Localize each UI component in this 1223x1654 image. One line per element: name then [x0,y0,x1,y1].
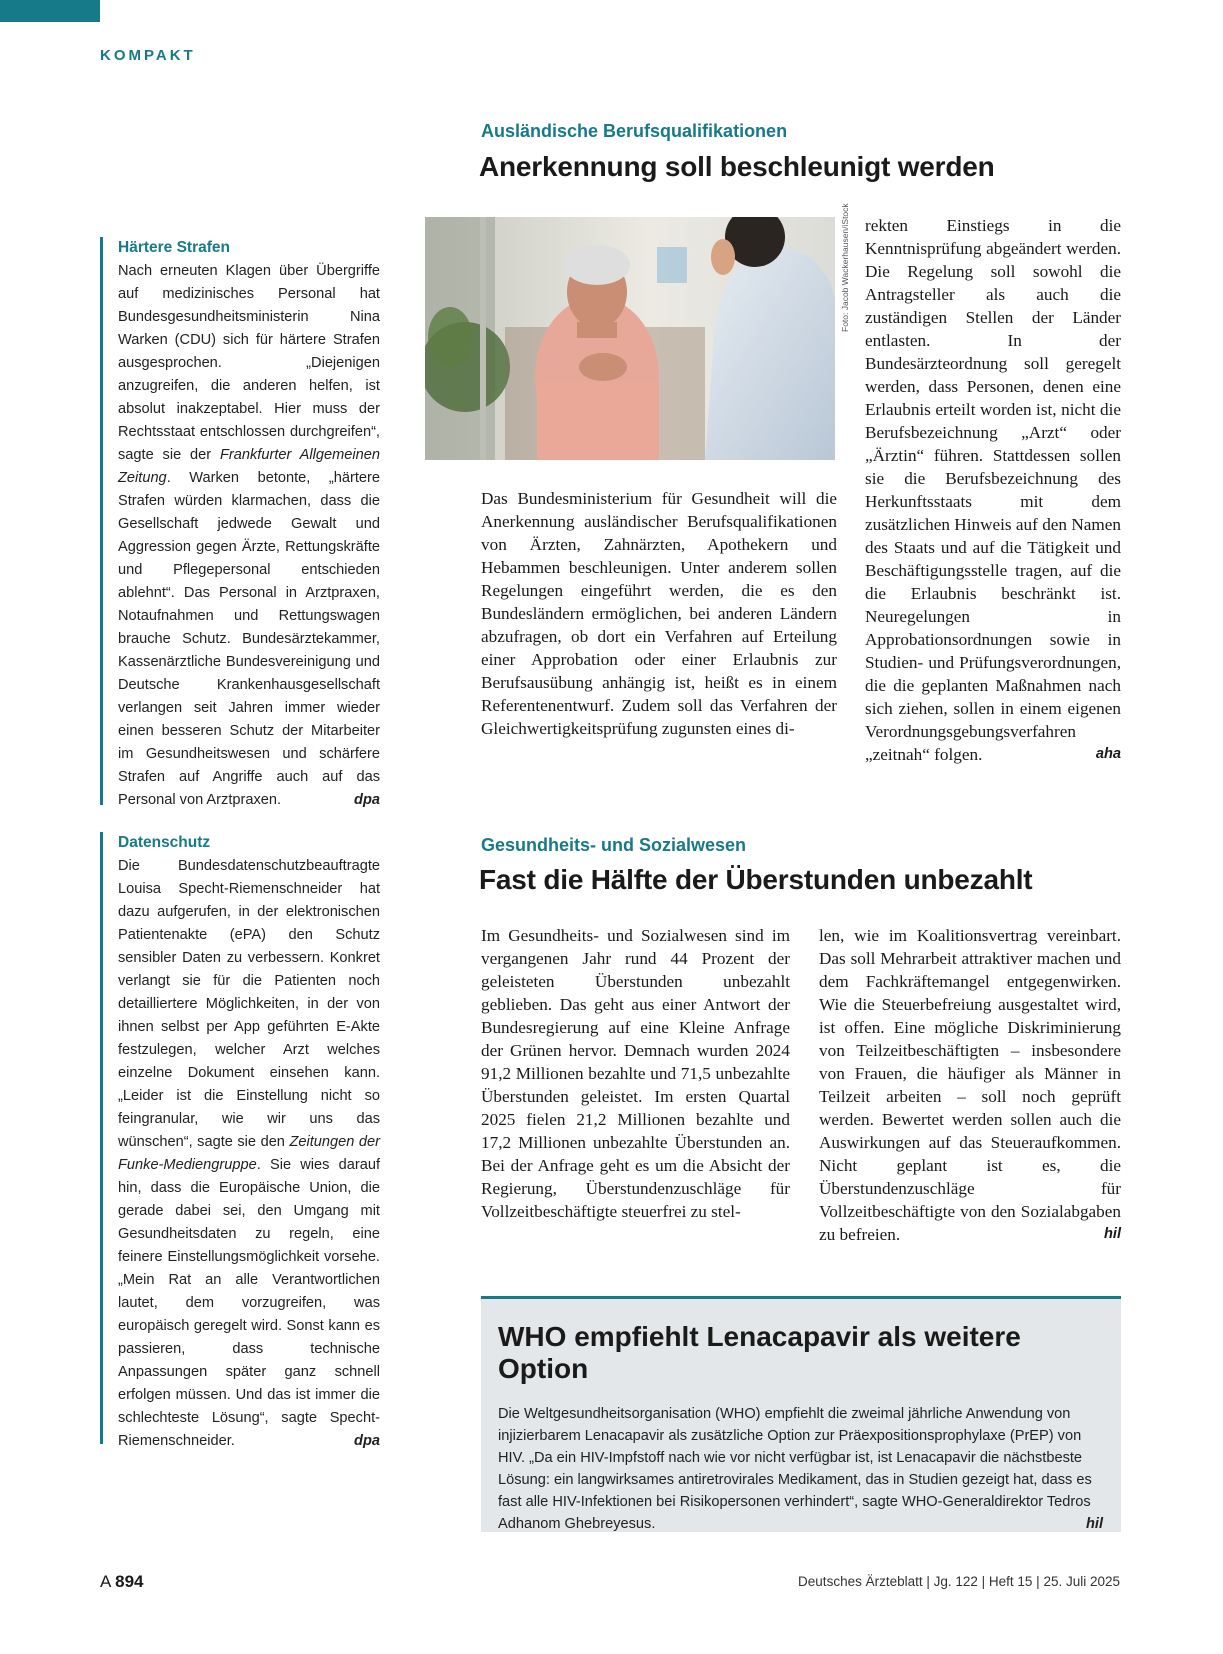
article-headline: Anerkennung soll beschleunigt werden [479,151,995,182]
info-box-text: Die Weltgesundheitsorganisation (WHO) empfiehlt die zweimal jährliche Anwendung von injizierbarem Lenacapavir als zusätzliche Option zur Präexpositionsprophylaxe (PrEP) von HIV. „Da ein HIV-Impfstoff nach wie vor nicht verfügbar ist, ist Lenacapavir die nächstbeste Lösung: ein langwirksames antiretrovirales Medikament, das in Studien gezeigt hat, dass es fast alle HIV-Infektionen bei Risikopersonen verhindert“, sagte WHO-Generaldirektor Tedros Adhanom Ghebreyesus. hil [498,1403,1103,1535]
article-headline: Fast die Hälfte der Überstunden unbezahlt [479,864,1033,895]
article-body-text: Im Gesundheits- und Sozialwesen sind im vergangenen Jahr rund 44 Prozent der geleisteten Überstunden unbezahlt geblieben. Das geht aus einer Antwort der Bundesregierung auf eine Kleine Anfrage der Grünen hervor. Demnach wurden 2024 91,2 Millionen bezahlte und 71,5 unbezahlte Überstunden geleistet. Im ersten Quartal 2025 fielen 21,2 Millionen bezahlte und 17,2 Millionen unbezahlte Überstunden an. Bei der Anfrage geht es um die Absicht der Regierung, Überstundenzuschläge für Vollzeitbeschäftigte steuerfrei zu stel- [481,926,790,1221]
consultation-photo-illustration [425,217,835,460]
publication-info: Deutsches Ärzteblatt | Jg. 122 | Heft 15 | 25. Juli 2025 [798,1574,1120,1589]
article-kicker: Gesundheits- und Sozialwesen [481,835,747,855]
sidebar-news-item [100,237,380,808]
info-box [481,1296,1121,1532]
article-body-text: Das Bundesministerium für Gesundheit will die Anerkennung ausländischer Berufsqualifikationen von Ärzten, Zahnärzten, Apothekern und Hebammen beschleunigen. Unter anderem sollen Regelungen eingeführt werden, die es den Bundesländern ermöglichen, bei anderen Ländern abzufragen, ob dort ein Verfahren auf Erteilung einer Approbation oder einer Erlaubnis zur Berufsausübung anhängig ist, heißt es in einem Referentenentwurf. Zudem soll das Verfahren der Gleichwertigkeitsprüfung zugunsten eines di- [481,489,837,738]
source-name: Frankfurter Allgemeinen Zeitung [118,447,380,486]
info-box-headline: WHO empfiehlt Lenacapavir als weitere Option [498,1321,1021,1384]
section-color-bar [0,0,100,22]
page-number: A 894 [100,1572,144,1591]
article-column [481,487,837,740]
article-column [481,924,790,1223]
photo-credit: Foto: Jacob Wackerhausen/iStock [840,203,850,332]
article-photo [425,217,835,460]
sidebar-item-text: Die Bundesdatenschutzbeauftragte Louisa Specht-Riemenschneider hat dazu aufgerufen, in der elektronischen Patientenakte (ePA) den Schutz sensibler Daten zu verbessern. Konkret verlangt sie für die Patienten noch detailliertere Möglichkeiten, in der von ihnen selbst per App geführten E-Akte festzulegen, welcher Arzt welches einzelne Dokument einsehen kann. „Leider ist die Einstellung nicht so feingranular, wie wir uns das wünschen“, sagte sie den Zeitungen der Funke-Mediengruppe. Sie wies darauf hin, dass die Europäische Union, die gerade dabei sei, den Umgang mit Gesundheitsdaten zu regeln, eine feinere Einstellungsmöglichkeit vorsehe. „Mein Rat an alle Verantwortlichen lautet, dem vorzugreifen, was europäisch geregelt wird. Sonst kann es passieren, dass technische Anpassungen später ganz schnell erfolgen müssen. Und das ist immer die schlechteste Lösung“, sagte Specht-Riemenschneider. dpa [118,855,380,1453]
author-signature: hil [1085,1516,1103,1532]
article-column [819,924,1121,1246]
author-signature: dpa [354,792,380,808]
article-kicker: Ausländische Berufsqualifikationen [481,121,788,141]
sidebar-item-title: Datenschutz [118,834,211,851]
sidebar-item-text: Nach erneuten Klagen über Übergriffe auf medizinisches Personal hat Bundesgesundheitsministerin Nina Warken (CDU) sich für härtere Strafen ausgesprochen. „Diejenigen anzugreifen, die anderen helfen, ist absolut inakzeptabel. Hier muss der Rechtsstaat entschlossen durchgreifen“, sagte sie der Frankfurter Allgemeinen Zeitung. Warken betonte, „härtere Strafen würden klarmachen, dass die Gesellschaft jedwede Gewalt und Aggression gegen Ärzte, Rettungskräfte und Pflegepersonal entschieden ablehnt“. Das Personal in Arztpraxen, Notaufnahmen und Rettungswagen brauche Schutz. Bundesärztekammer, Kassenärztliche Bundesvereinigung und Deutsche Krankenhausgesellschaft verlangen seit Jahren immer wieder einen besseren Schutz der Mitarbeiter im Gesundheitswesen und schärfere Strafen auf Angriffe auch auf das Personal von Arztpraxen. dpa [118,260,380,812]
section-label: KOMPAKT [100,47,196,64]
article-column [865,214,1121,766]
article-body-text: rekten Einstiegs in die Kenntnisprüfung abgeändert werden. Die Regelung soll sowohl die Antragsteller als auch die zuständigen Stellen der Länder entlasten. In der Bundesärzteordnung soll geregelt werden, dass Personen, denen eine Erlaubnis erteilt worden ist, nicht die Berufsbezeichnung „Arzt“ oder „Ärztin“ führen. Stattdessen sollen sie die Berufsbezeichnung des Herkunftsstaats mit dem zusätzlichen Hinweis auf den Namen des Staats und auf die Tätigkeit und Beschäftigungsstelle tragen, auf die die Erlaubnis beschränkt ist. Neuregelungen in Approbationsordnungen sowie in Studien- und Prüfungsverordnungen, die die geplanten Maßnahmen nach sich ziehen, sollen in einem eigenen Verordnungsgebungsverfahren „zeitnah“ folgen. aha [865,216,1121,764]
author-signature: dpa [354,1433,380,1449]
author-signature: aha [1095,746,1121,762]
sidebar-item-title: Härtere Strafen [118,239,230,256]
sidebar-news-item [100,832,380,1449]
source-name: Zeitungen der Funke-Mediengruppe [118,1134,380,1173]
author-signature: hil [1103,1226,1121,1242]
article-body-text: len, wie im Koalitionsvertrag vereinbart. Das soll Mehrarbeit attraktiver machen und dem Fachkräftemangel entgegenwirken. Wie die Steuerbefreiung ausgestaltet wird, ist offen. Eine mögliche Diskriminierung von Teilzeitbeschäftigten – insbesondere von Frauen, die häufiger als Männer in Teilzeit arbeiten – soll noch geprüft werden. Bewertet werden sollen auch die Auswirkungen auf das Steueraufkommen. Nicht geplant ist es, die Überstundenzuschläge für Vollzeitbeschäftigte von den Sozialabgaben zu befreien. hil [819,926,1121,1244]
